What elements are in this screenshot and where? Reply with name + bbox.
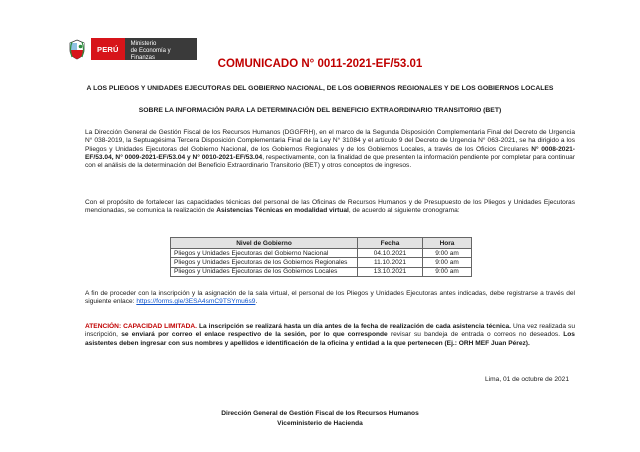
signature-office: Dirección General de Gestión Fiscal de los Recursos Humanos [221, 410, 419, 417]
virtual-assistance-highlight: Asistencias Técnicas en modalidad virtual [216, 207, 349, 215]
ministry-line-2: de Economía y Finanzas [130, 48, 171, 61]
paragraph-context-b: , respectivamente, con la finalidad de que presenten la información pendiente por completar para continuar con el análisis de la determinación del Beneficio Extraordinario Transitorio (BET) y otros conceptos de ingresos. [85, 153, 575, 170]
signature-viceministry: Viceministerio de Hacienda [277, 420, 363, 427]
cell-date: 11.10.2021 [358, 258, 423, 267]
paragraph-registration [85, 290, 575, 307]
cell-date: 13.10.2021 [358, 267, 423, 276]
paragraph-purpose [85, 199, 575, 216]
schedule-table [170, 237, 472, 277]
registration-link[interactable]: https://forms.gle/3ESA4smC9TSYmu6s9 [136, 298, 256, 306]
ministry-logo [66, 38, 197, 60]
document-title: COMUNICADO N° 0011-2021-EF/53.01 [217, 58, 423, 70]
cell-date: 04.10.2021 [358, 249, 423, 258]
cell-level: Pliegos y Unidades Ejecutoras de los Gobiernos Locales [171, 267, 358, 276]
paragraph-context [85, 129, 575, 170]
attention-text-1: Una vez realizada su inscripción, [85, 323, 575, 339]
cell-level: Pliegos y Unidades Ejecutoras del Gobierno Nacional [171, 249, 358, 258]
col-header-level: Nivel de Gobierno [171, 238, 358, 249]
col-header-date: Fecha [358, 238, 423, 249]
schedule-header-row [171, 238, 472, 249]
cell-time: 9:00 am [423, 267, 472, 276]
paragraph-registration-end: . [255, 298, 258, 306]
cell-time: 9:00 am [423, 249, 472, 258]
place-date: Lima, 01 de octubre de 2021 [485, 376, 569, 383]
attention-naming-rule: Los asistentes deben ingresar con sus nombres y apellidos e identificación de la oficina y entidad a la que pertenecen (Ej.: ORH MEF Juan Pérez). [85, 331, 575, 347]
coat-of-arms-icon [66, 38, 88, 60]
paragraph-purpose-b: , de acuerdo al siguiente cronograma: [348, 207, 460, 215]
table-row [171, 249, 472, 258]
topic-heading: SOBRE LA INFORMACIÓN PARA LA DETERMINACIÓN DEL BENEFICIO EXTRAORDINARIO TRANSITORIO (BET) [138, 107, 502, 114]
attention-label: ATENCIÓN: CAPACIDAD LIMITADA. [85, 323, 198, 330]
table-row [171, 267, 472, 276]
addressees-heading: A LOS PLIEGOS Y UNIDADES EJECUTORAS DEL GOBIERNO NACIONAL, DE LOS GOBIERNOS REGIONALES Y DE LOS GOBIERNOS LOCALES [86, 85, 554, 92]
attention-deadline: La inscripción se realizará hasta un día antes de la fecha de realización de cada asistencia técnica. [197, 323, 511, 330]
paragraph-context-a: La Dirección General de Gestión Fiscal de los Recursos Humanos (DGGFRH), en el marco de la Segunda Disposición Complementaria Final del Decreto de Urgencia N° 038-2019, la Septuagésima Tercera Disposición Complementaria Final de la Ley N° 31084 y el artículo 9 del Decreto de Urgencia N° 063-2021, se ha dirigido a los Pliegos y Unidades Ejecutoras del Gobierno Nacional, de los Gobiernos Regionales y de los Gobiernos Locales, a través de los Oficios Circulares [85, 129, 575, 153]
paragraph-registration-text: A fin de proceder con la inscripción y la asignación de la sala virtual, el personal de los Pliegos y Unidades Ejecutoras antes indicadas, debe registrarse a través del siguiente enlace: [85, 290, 575, 306]
attention-text-2: revisar su bandeja de entrada o correos no deseados. [387, 331, 564, 339]
attention-email-note: se enviará por correo el enlace respectivo de la sesión, por lo que corresponde [121, 331, 388, 339]
cell-level: Pliegos y Unidades Ejecutoras de los Gobiernos Regionales [171, 258, 358, 267]
ministry-line-1: Ministerio [130, 41, 157, 47]
cell-time: 9:00 am [423, 258, 472, 267]
paragraph-attention [85, 323, 575, 348]
oficios-reference: N° 0008-2021-EF/53.04, N° 0009-2021-EF/53.04 y N° 0010-2021-EF/53.04 [85, 145, 575, 161]
col-header-time: Hora [423, 238, 472, 249]
ministry-name [125, 38, 197, 60]
paragraph-purpose-a: Con el propósito de fortalecer las capacidades técnicas del personal de las Oficinas de Recursos Humanos y de Presupuesto de los Pliegos y Unidades Ejecutoras mencionadas, se comunica la realización de [85, 199, 575, 215]
table-row [171, 258, 472, 267]
country-label: PERÚ [91, 38, 125, 60]
